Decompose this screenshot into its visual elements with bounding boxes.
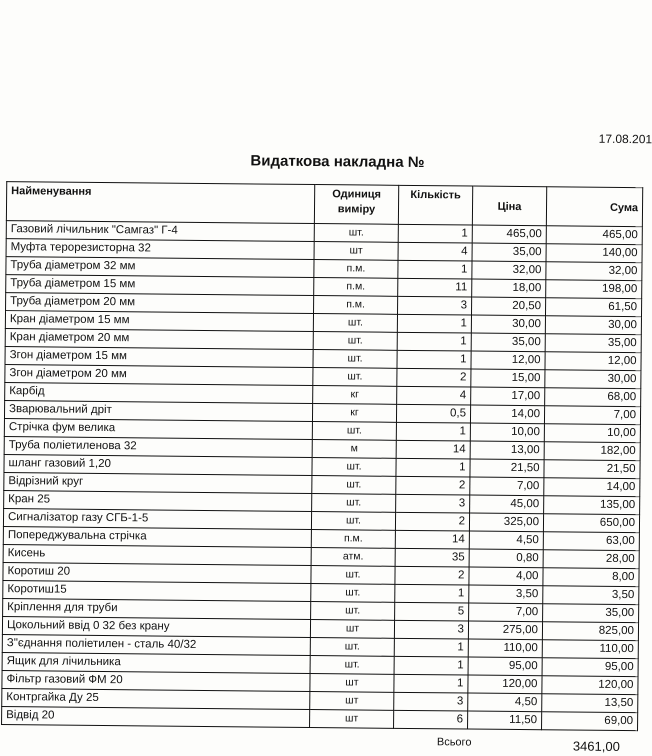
cell-price: 7,00 (470, 477, 544, 496)
cell-unit: шт. (314, 224, 398, 243)
cell-price: 0,80 (469, 549, 543, 568)
cell-name: Коротиш15 (3, 581, 311, 602)
cell-sum: 63,00 (543, 532, 639, 551)
cell-price: 12,00 (471, 351, 545, 370)
cell-qty: 1 (398, 260, 472, 279)
cell-qty: 14 (396, 440, 470, 459)
table-header-row (6, 182, 642, 227)
cell-unit: шт (310, 674, 394, 693)
cell-sum: 95,00 (542, 658, 638, 677)
cell-sum: 61,50 (545, 298, 641, 317)
cell-name: Труба діаметром 15 мм (6, 275, 314, 296)
cell-qty: 4 (397, 386, 471, 405)
cell-price: 4,00 (469, 567, 543, 586)
cell-sum: 8,00 (543, 568, 639, 587)
cell-unit: шт. (313, 350, 397, 369)
cell-price: 35,00 (471, 333, 545, 352)
cell-name: Труба поліетиленова 32 (4, 437, 312, 458)
cell-qty: 2 (395, 512, 469, 531)
cell-sum: 32,00 (546, 262, 642, 281)
cell-name: Зварювальний дріт (4, 401, 312, 422)
cell-price: 14,00 (470, 405, 544, 424)
cell-sum: 30,00 (545, 316, 641, 335)
cell-unit: шт. (311, 584, 395, 603)
cell-sum: 7,00 (544, 406, 640, 425)
header-qty: Кількість (398, 185, 472, 225)
header-name: Найменування (6, 182, 314, 224)
document-date: 17.08.201 (598, 131, 652, 147)
cell-qty: 1 (394, 638, 468, 657)
cell-name: Муфта терорезисторна 32 (6, 239, 314, 260)
cell-qty: 1 (397, 332, 471, 351)
cell-unit: п.м. (311, 530, 395, 549)
cell-unit: шт. (312, 476, 396, 495)
cell-qty: 3 (398, 296, 472, 315)
cell-unit: шт. (313, 332, 397, 351)
invoice-table (1, 181, 643, 731)
cell-price: 110,00 (468, 639, 542, 658)
cell-qty: 5 (395, 602, 469, 621)
cell-price: 275,00 (468, 621, 542, 640)
cell-sum: 182,00 (544, 442, 640, 461)
cell-unit: шт. (313, 314, 397, 333)
cell-unit: шт. (313, 368, 397, 387)
cell-name: Кран діаметром 20 мм (5, 329, 313, 350)
cell-sum: 35,00 (545, 334, 641, 353)
cell-sum: 120,00 (542, 676, 638, 695)
cell-qty: 14 (395, 530, 469, 549)
total-value: 3461,00 (572, 738, 620, 754)
cell-qty: 11 (398, 278, 472, 297)
cell-qty: 1 (397, 350, 471, 369)
cell-name: шланг газовий 1,20 (4, 455, 312, 476)
cell-qty: 1 (394, 656, 468, 675)
cell-sum: 198,00 (546, 280, 642, 299)
cell-name: З"єднання поліетилен - сталь 40/32 (2, 635, 310, 656)
cell-sum: 465,00 (546, 226, 642, 245)
cell-sum: 68,00 (545, 388, 641, 407)
cell-qty: 3 (394, 692, 468, 711)
cell-name: Кисень (3, 545, 311, 566)
cell-qty: 1 (397, 314, 471, 333)
cell-name: Фільтр газовий ФМ 20 (2, 671, 310, 692)
cell-qty: 1 (395, 584, 469, 603)
cell-name: Кран діаметром 15 мм (5, 311, 313, 332)
cell-price: 4,50 (468, 693, 542, 712)
cell-name: Стрічка фум велика (4, 419, 312, 440)
cell-price: 325,00 (469, 513, 543, 532)
cell-qty: 1 (398, 224, 472, 243)
cell-name: Ящик для лічильника (2, 653, 310, 674)
cell-sum: 30,00 (545, 370, 641, 389)
cell-unit: атм. (311, 548, 395, 567)
cell-price: 11,50 (468, 711, 542, 730)
cell-sum: 140,00 (546, 244, 642, 263)
cell-sum: 28,00 (543, 550, 639, 569)
cell-price: 35,00 (472, 243, 546, 262)
cell-sum: 21,50 (544, 460, 640, 479)
cell-price: 4,50 (469, 531, 543, 550)
cell-unit: шт. (311, 602, 395, 621)
cell-price: 30,00 (471, 315, 545, 334)
cell-name: Згон діаметром 20 мм (5, 365, 313, 386)
cell-qty: 2 (396, 476, 470, 495)
cell-unit: шт. (312, 494, 396, 513)
cell-sum: 3,50 (543, 586, 639, 605)
cell-qty: 3 (396, 494, 470, 513)
cell-price: 465,00 (472, 225, 546, 244)
cell-sum: 12,00 (545, 352, 641, 371)
cell-sum: 35,00 (543, 604, 639, 623)
cell-name: Згон діаметром 15 мм (5, 347, 313, 368)
cell-sum: 110,00 (542, 640, 638, 659)
cell-unit: п.м. (314, 296, 398, 315)
cell-unit: шт. (311, 512, 395, 531)
cell-price: 17,00 (471, 387, 545, 406)
cell-price: 7,00 (469, 603, 543, 622)
cell-name: Карбід (5, 383, 313, 404)
cell-name: Кран 25 (4, 491, 312, 512)
cell-name: Попереджувальна стрічка (3, 527, 311, 548)
cell-sum: 650,00 (543, 514, 639, 533)
cell-unit: шт. (311, 566, 395, 585)
cell-qty: 2 (397, 368, 471, 387)
cell-price: 32,00 (472, 261, 546, 280)
cell-name: Відрізний круг (4, 473, 312, 494)
cell-sum: 10,00 (544, 424, 640, 443)
cell-unit: м (312, 440, 396, 459)
cell-sum: 825,00 (542, 622, 638, 641)
header-sum: Сума (546, 187, 642, 227)
cell-qty: 6 (394, 710, 468, 729)
total-label: Всього (436, 736, 472, 749)
cell-name: Труба діаметром 20 мм (6, 293, 314, 314)
cell-price: 21,50 (470, 459, 544, 478)
cell-name: Сигналізатор газу СГБ-1-5 (3, 509, 311, 530)
cell-unit: шт (310, 692, 394, 711)
cell-unit: п.м. (314, 278, 398, 297)
cell-price: 15,00 (471, 369, 545, 388)
header-unit: Одиниця виміру (314, 185, 398, 225)
cell-price: 120,00 (468, 675, 542, 694)
cell-unit: шт (310, 710, 394, 729)
cell-price: 18,00 (472, 279, 546, 298)
cell-name: Кріплення для труби (3, 599, 311, 620)
cell-price: 95,00 (468, 657, 542, 676)
cell-price: 13,00 (470, 441, 544, 460)
cell-qty: 1 (396, 458, 470, 477)
cell-sum: 69,00 (542, 712, 638, 731)
cell-sum: 14,00 (544, 478, 640, 497)
cell-unit: п.м. (314, 260, 398, 279)
cell-qty: 1 (396, 422, 470, 441)
cell-name: Труба діаметром 32 мм (6, 257, 314, 278)
cell-qty: 35 (395, 548, 469, 567)
cell-sum: 135,00 (544, 496, 640, 515)
cell-unit: шт (314, 242, 398, 261)
cell-price: 20,50 (471, 297, 545, 316)
cell-qty: 0,5 (396, 404, 470, 423)
cell-unit: шт. (312, 458, 396, 477)
cell-unit: шт. (310, 656, 394, 675)
cell-name: Контргайка Ду 25 (2, 689, 310, 710)
cell-unit: кг (313, 386, 397, 405)
cell-price: 45,00 (470, 495, 544, 514)
cell-name: Газовий лічильник "Самгаз" Г-4 (6, 221, 314, 242)
document-title: Видаткова накладна № (250, 152, 425, 172)
cell-name: Коротиш 20 (3, 563, 311, 584)
cell-qty: 4 (398, 242, 472, 261)
header-price: Ціна (472, 186, 546, 226)
cell-qty: 1 (394, 674, 468, 693)
cell-name: Цокольний ввід 0 32 без крану (2, 617, 310, 638)
cell-qty: 3 (394, 620, 468, 639)
cell-qty: 2 (395, 566, 469, 585)
cell-unit: шт. (310, 638, 394, 657)
cell-unit: шт. (312, 422, 396, 441)
cell-price: 3,50 (469, 585, 543, 604)
cell-unit: шт (310, 620, 394, 639)
cell-price: 10,00 (470, 423, 544, 442)
cell-unit: кг (312, 404, 396, 423)
cell-sum: 13,50 (542, 694, 638, 713)
cell-name: Відвід 20 (2, 707, 310, 728)
